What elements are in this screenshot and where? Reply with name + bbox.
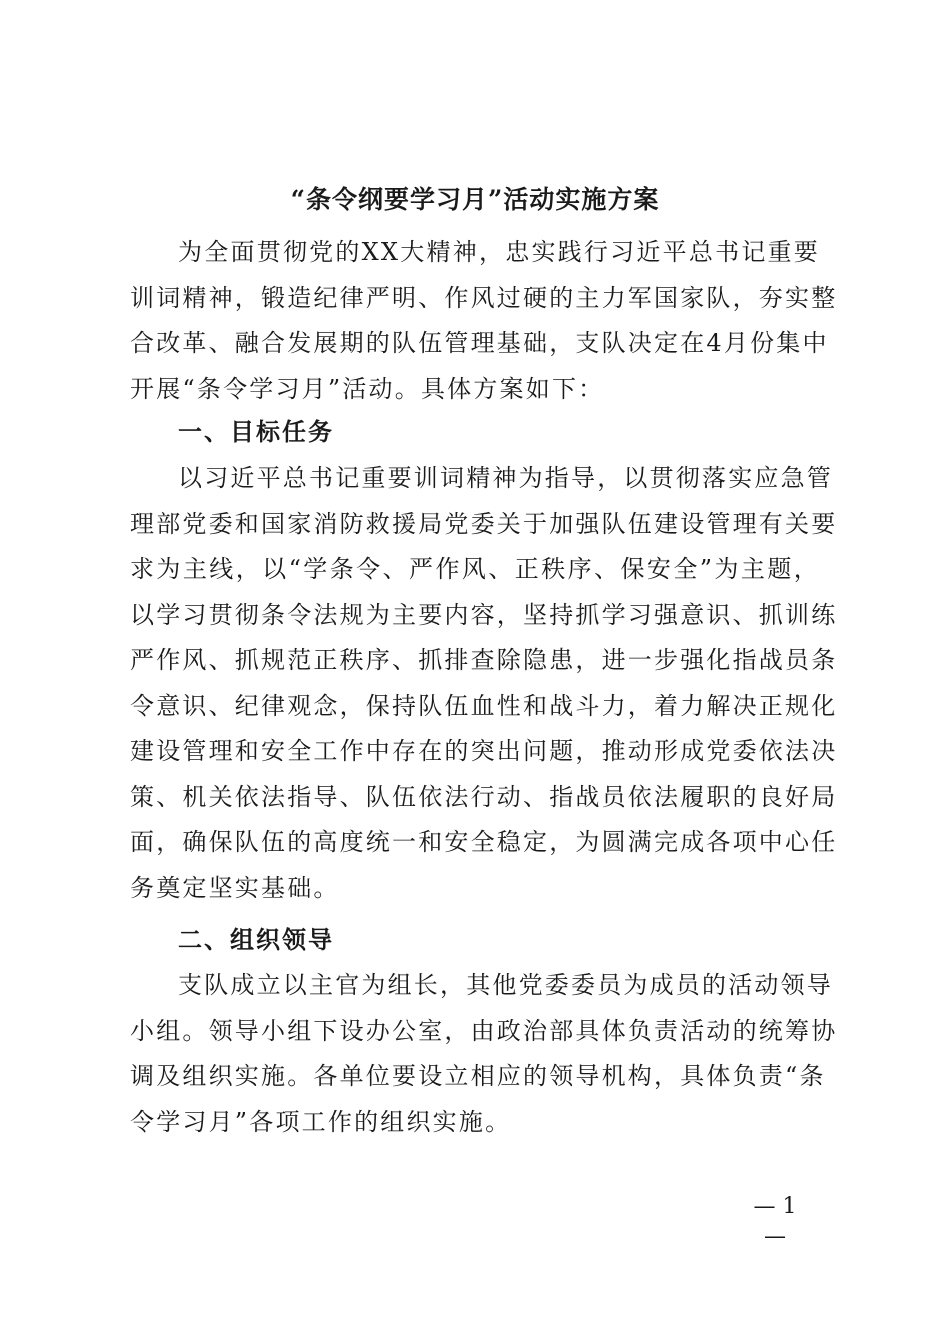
paragraph-line: 策、机关依法指导、队伍依法行动、指战员依法履职的良好局 xyxy=(130,782,838,811)
paragraph-line: 令意识、纪律观念，保持队伍血性和战斗力，着力解决正规化 xyxy=(130,691,838,720)
paragraph-line: 令学习月”各项工作的组织实施。 xyxy=(130,1107,512,1136)
paragraph-line: 支队成立以主官为组长，其他党委委员为成员的活动领导 xyxy=(178,971,833,999)
paragraph-line: 面，确保队伍的高度统一和安全稳定，为圆满完成各项中心任 xyxy=(130,828,838,856)
page-number: — 1 — xyxy=(753,1194,797,1249)
paragraph-line: 建设管理和安全工作中存在的突出问题，推动形成党委依法决 xyxy=(130,737,838,765)
document-title: “条令纲要学习月”活动实施方案 xyxy=(290,185,660,214)
paragraph-line: 小组。领导小组下设办公室，由政治部具体负责活动的统筹协 xyxy=(130,1016,838,1045)
paragraph-line: 训词精神，锻造纪律严明、作风过硬的主力军国家队，夯实整 xyxy=(130,283,838,312)
intro-paragraph xyxy=(130,230,838,412)
paragraph-line: 以学习贯彻条令法规为主要内容，坚持抓学习强意识、抓训练 xyxy=(130,600,838,629)
section-heading-goals: 一、目标任务 xyxy=(178,418,334,446)
paragraph-line: 求为主线，以“学条令、严作风、正秩序、保安全”为主题， xyxy=(130,555,820,583)
section-heading-organization: 二、组织领导 xyxy=(178,926,334,954)
paragraph-line: 合改革、融合发展期的队伍管理基础，支队决定在4月份集中 xyxy=(130,329,829,357)
paragraph-line: 以习近平总书记重要训词精神为指导，以贯彻落实应急管 xyxy=(178,464,833,492)
goals-paragraph xyxy=(130,456,838,911)
paragraph-line: 务奠定坚实基础。 xyxy=(130,873,340,902)
paragraph-line: 理部党委和国家消防救援局党委关于加强队伍建设管理有关要 xyxy=(130,509,838,538)
paragraph-line: 开展“条令学习月”活动。具体方案如下： xyxy=(130,374,605,403)
paragraph-line: 调及组织实施。各单位要设立相应的领导机构，具体负责“条 xyxy=(130,1062,826,1090)
organization-paragraph xyxy=(130,963,838,1145)
paragraph-line: 为全面贯彻党的XX大精神，忠实践行习近平总书记重要 xyxy=(178,238,820,266)
paragraph-line: 严作风、抓规范正秩序、抓排查除隐患，进一步强化指战员条 xyxy=(130,646,838,674)
